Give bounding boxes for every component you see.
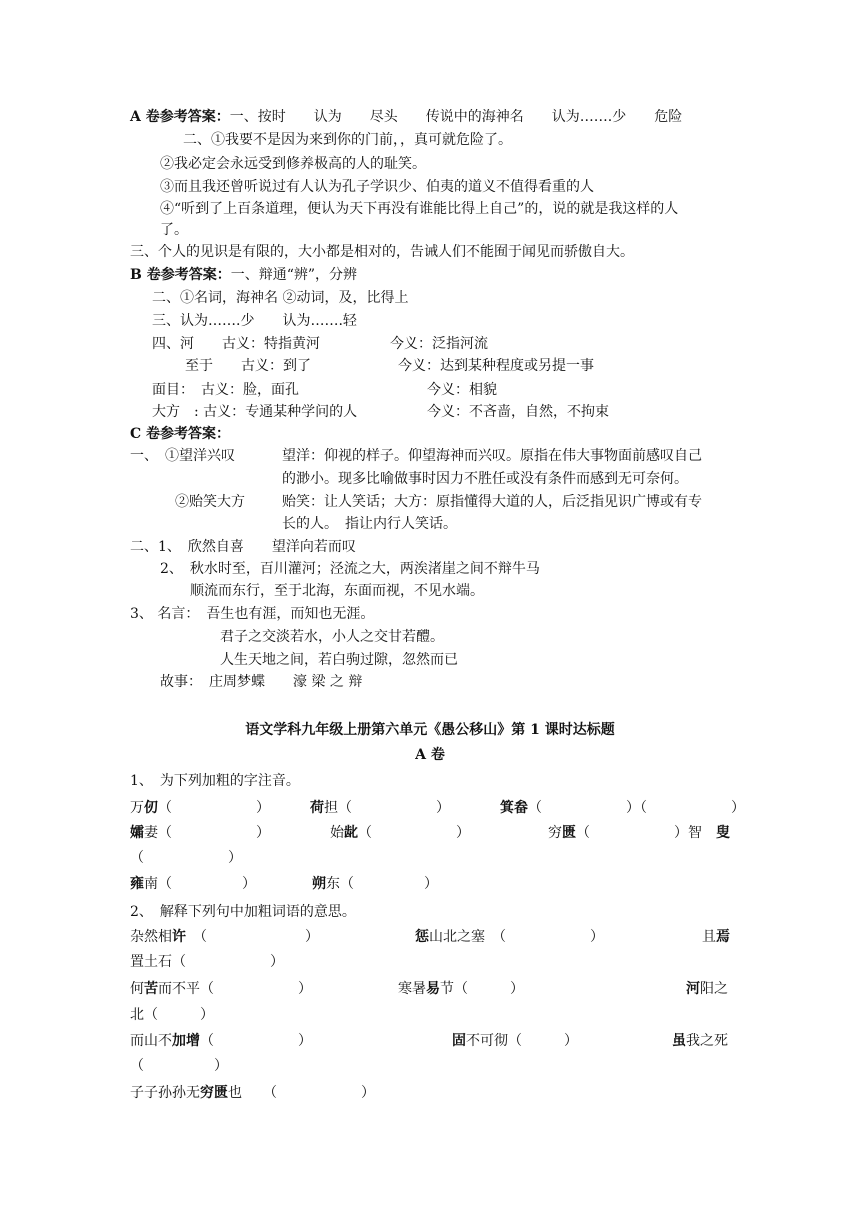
answer-b-line-5a: 至于 古义：到了 xyxy=(185,358,311,374)
answer-c-quote-2: 君子之交淡若水，小人之交甘若醴。 xyxy=(220,629,444,645)
q2-item: 北（ ） xyxy=(130,1007,214,1023)
answer-b-line-4a: 四、河 古义：特指黄河 xyxy=(152,336,320,352)
q1-item: 穷匮（ ）智 xyxy=(548,825,702,841)
q1-item: 万仞（ ） xyxy=(130,800,270,816)
answer-c-idiom-1-def: 望洋：仰视的样子。仰望海神而兴叹。原指在伟大事物面前感叹自己 xyxy=(282,448,702,464)
q1-item: 荷担（ ） xyxy=(310,800,450,816)
answer-b-line-5b: 今义：达到某种程度或另提一事 xyxy=(398,358,594,374)
q2-item: 惩山北之塞 （ ） xyxy=(415,929,604,945)
q1-item: （ ） xyxy=(130,850,242,866)
answer-c-quote-1: 3、 名言： 吾生也有涯，而知也无涯。 xyxy=(130,606,375,622)
answer-a-line-1: A 卷参考答案：一、按时 认为 尽头 传说中的海神名 认为…….少 危险 xyxy=(130,109,683,125)
answer-a-line-3: ②我必定会永远受到修养极高的人的耻笑。 xyxy=(160,156,426,172)
answer-b-line-1: B 卷参考答案：一、辩通“辨”，分辨 xyxy=(130,267,358,283)
q2-item: 且焉 xyxy=(702,929,730,945)
q1-item: 始龀（ ） xyxy=(330,825,470,841)
q2-item: 固不可彻（ ） xyxy=(452,1033,578,1049)
answer-c-idiom-1-def-2: 的渺小。现多比喻做事时因力不胜任或没有条件而感到无可奈何。 xyxy=(282,471,688,487)
answer-b-line-7b: 今义：不吝啬，自然，不拘束 xyxy=(427,404,609,420)
answer-a-line-5: ④“听到了上百条道理，便认为天下再没有谁能比得上自己”的，说的就是我这样的人 xyxy=(160,201,679,217)
answer-a-heading: A 卷参考答案： xyxy=(130,109,230,125)
q1-item: 箕畚（ ）（ ） xyxy=(500,800,745,816)
answer-b-line-4b: 今义：泛指河流 xyxy=(390,336,488,352)
q1-item: 雍南（ ） xyxy=(130,876,256,892)
answer-b-line-2: 二、①名词，海神名 ②动词，及，比得上 xyxy=(152,290,409,306)
exam-section: A 卷 xyxy=(415,747,445,763)
answer-b-heading: B 卷参考答案： xyxy=(130,267,231,283)
answer-b-line-3: 三、认为…….少 认为…….轻 xyxy=(152,313,357,329)
q2-item: 子子孙孙无穷匮也 （ ） xyxy=(130,1085,375,1101)
answer-b-line-7a: 大方 : 古义：专通某种学问的人 xyxy=(152,404,358,420)
q2-item: 寒暑易节（ ） xyxy=(398,981,524,997)
answer-b-line-6b: 今义：相貌 xyxy=(427,382,497,398)
question-1: 1、 为下列加粗的字注音。 xyxy=(130,773,300,789)
q2-item: 河阳之 xyxy=(686,981,728,997)
q2-item: 虽我之死 xyxy=(672,1033,728,1049)
answer-c-idiom-2-def: 贻笑：让人笑话；大方：原指懂得大道的人，后泛指见识广博或有专 xyxy=(282,494,702,510)
answer-c-sentence-3: 顺流而东行，至于北海，东面而视，不见水端。 xyxy=(190,583,484,599)
answer-c-heading: C 卷参考答案： xyxy=(130,426,231,442)
q2-item: 何苦而不平（ ） xyxy=(130,981,312,997)
answer-c-sentence-1: 二、1、 欣然自喜 望洋向若而叹 xyxy=(130,539,356,555)
answer-c-stories: 故事： 庄周梦蝶 濠 梁 之 辩 xyxy=(160,674,363,690)
answer-c-idiom-2-def-2: 长的人。 指让内行人笑话。 xyxy=(282,516,457,532)
answer-b-line-6a: 面目： 古义：脸，面孔 xyxy=(152,382,299,398)
q1-item: 叟 xyxy=(716,825,730,841)
q1-item: 孀妻（ ） xyxy=(130,825,270,841)
q2-item: （ ） xyxy=(130,1058,228,1074)
answer-c-sentence-2: 2、 秋水时至，百川灌河；泾流之大，两涘渚崖之间不辩牛马 xyxy=(160,561,540,577)
answer-a-line-7: 三、个人的见识是有限的，大小都是相对的，告诫人们不能囿于闻见而骄傲自大。 xyxy=(130,244,634,260)
answer-c-quote-3: 人生天地之间，若白驹过隙，忽然而已 xyxy=(220,652,458,668)
answer-c-idiom-1: 一、 ①望洋兴叹 xyxy=(130,448,235,464)
answer-a-line-4: ③而且我还曾听说过有人认为孔子学识少、伯夷的道义不值得看重的人 xyxy=(160,179,594,195)
q2-item: 杂然相许 （ ） xyxy=(130,929,319,945)
q2-item: 置土石（ ） xyxy=(130,954,284,970)
answer-a-line-2: 二、①我要不是因为来到你的门前，，真可就危险了。 xyxy=(183,132,512,148)
q2-item: 而山不加增（ ） xyxy=(130,1033,312,1049)
question-2: 2、 解释下列句中加粗词语的意思。 xyxy=(130,904,356,920)
q1-item: 朔东（ ） xyxy=(312,876,438,892)
answer-a-line-6: 了。 xyxy=(160,222,188,238)
answer-c-idiom-2: ②贻笑大方 xyxy=(175,494,245,510)
exam-title: 语文学科九年级上册第六单元《愚公移山》第 1 课时达标题 xyxy=(245,722,615,738)
